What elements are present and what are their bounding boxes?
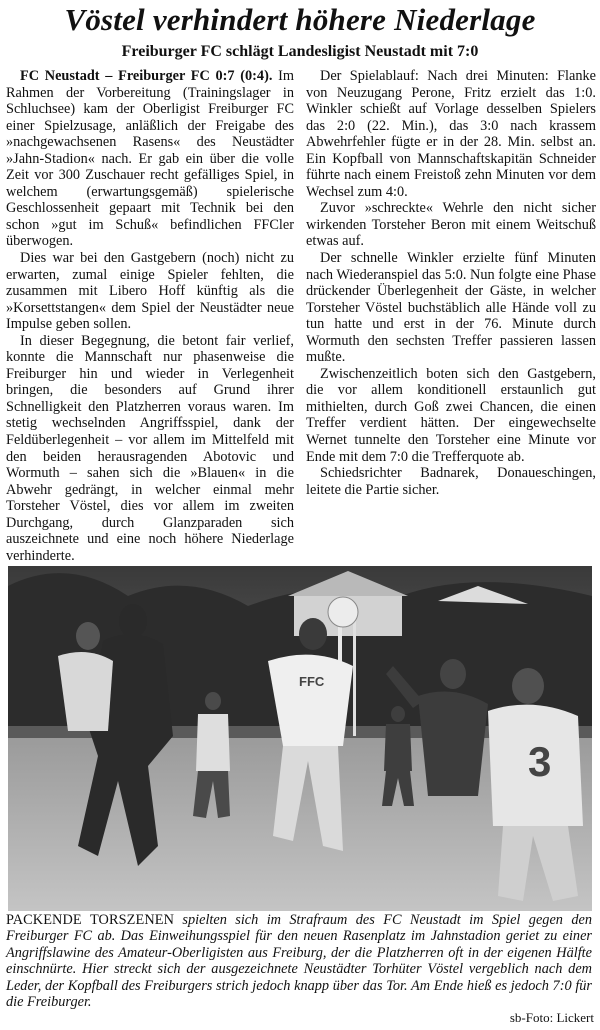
article-text-1: Im Rahmen der Vorbereitung (Trainingslager in Schluchsee) kam der Oberligist Freiburger FC einer Spielzusage, anläßlich der Freigabe des »nachgewachsenen Rasens« des Neustädter »Jahn-Stadion« nach. Er gab ein über die volle Zeit vor 300 Zuschauer recht gefälliges Spiel, in welchem (erwartungsgemäß) spielerische Geschlossenheit gepaart mit Technik bei den schon »gut im Schuß« befindlichen FFCler überwogen. <box>6 68 294 250</box>
article-paragraph-1 <box>6 68 294 250</box>
jersey-number: 3 <box>528 738 552 785</box>
caption-lead: PACKENDE TORSZENEN <box>6 912 175 928</box>
photo-credit: sb-Foto: Lickert <box>509 1010 594 1025</box>
article-paragraph-8: Schiedsrichter Badnarek, Donaueschingen, leitete die Partie sicher. <box>306 465 596 498</box>
caption-text: spielten sich im Strafraum des FC Neustadt im Spiel gegen den Freiburger FC ab. Das Einweihungsspiel für den neuen Rasenplatz im Jahnstadion geriet zu einer Angriffslawine des Amateur-Oberligisten aus Freiburg, der die Platzherren oft in der eigenen Hälfte einschnürte. Hier streckt sich der ausgezeichnete Neustädter Torhüter Vöstel vergeblich nach dem Leder, der Kopfball des Freiburgers strich jedoch knapp über das Tor. Am Ende hieß es jedoch 7:0 für die Freiburger. <box>6 912 592 1011</box>
article-paragraph-3: In dieser Begegnung, die betont fair verlief, konnte die Mannschaft nur phasenweise die Freiburger hin und wieder in Verlegenheit bringen, die besonders auf Grund ihrer Schnelligkeit den Platzherren voraus waren. Im stetig wechselnden Angriffsspiel, dank der Feldüberlegenheit – vor allem im Mittelfeld mit den beiden herausragenden Abotovic und Wormuth – sahen sich die »Blauen« in die Abwehr gedrängt, in welcher einmal mehr Torsteher Vöstel, dies vor allem im zweiten Durchgang, durch Glanzparaden sich auszeichnete und eine noch höhere Niederlage verhinderte. <box>6 332 294 564</box>
article-column-left <box>6 68 294 564</box>
subheadline: Freiburger FC schlägt Landesligist Neustadt mit 7:0 <box>121 43 479 60</box>
article-paragraph-7: Zwischenzeitlich boten sich den Gastgebern, die vor allem konditionell erstaunlich gut mithielten, durch Goß zwei Chancen, die einen Treffer verdient hätten. Der eingewechselte Wernet tunnelte den Torsteher eine Minute vor Ende mit dem 7:0 die Trefferquote ab. <box>306 365 596 465</box>
match-photo <box>8 566 592 911</box>
match-photo-illustration <box>8 566 592 911</box>
article-paragraph-2: Dies war bei den Gastgebern (noch) nicht zu erwarten, zumal einige Spieler fehlten, die zusammen mit Libero Hoff künftig als die »Korsettstangen« dem Spiel der Neustädter neue Impulse geben sollen. <box>6 250 294 333</box>
result-line: FC Neustadt – Freiburger FC 0:7 (0:4). <box>20 68 273 84</box>
article-paragraph-6: Der schnelle Winkler erzielte fünf Minuten nach Wiederanspiel das 5:0. Nun folgte eine Phase drückender Überlegenheit der Gäste, in welcher Torsteher Vöstel buchstäblich alle Hände voll zu tun hatte und erst in der 76. Minute durch Wormuth den sechsten Treffer passieren lassen mußte. <box>306 250 596 366</box>
headline: Vöstel verhindert höhere Niederlage <box>64 2 536 37</box>
article-column-right <box>306 68 596 498</box>
article-paragraph-5: Zuvor »schreckte« Wehrle den nicht sicher wirkenden Torsteher Beron mit einem Weitschuß etwas auf. <box>306 200 596 250</box>
article-paragraph-4: Der Spielablauf: Nach drei Minuten: Flanke von Neuzugang Perone, Fritz erzielt das 1:0. Winkler schießt auf Vorlage desselben Spielers das 2:0 (22. Min.), das 3:0 nach krassem Abwehrfehler fügte er in der 28. Min. selbst an. Ein Kopfball von Mannschaftskapitän Schneider führte nach einem Freistoß zehn Minuten vor dem Wechsel zum 4:0. <box>306 68 596 200</box>
photo-caption <box>6 912 592 1010</box>
jersey-text: FFC <box>299 674 325 689</box>
